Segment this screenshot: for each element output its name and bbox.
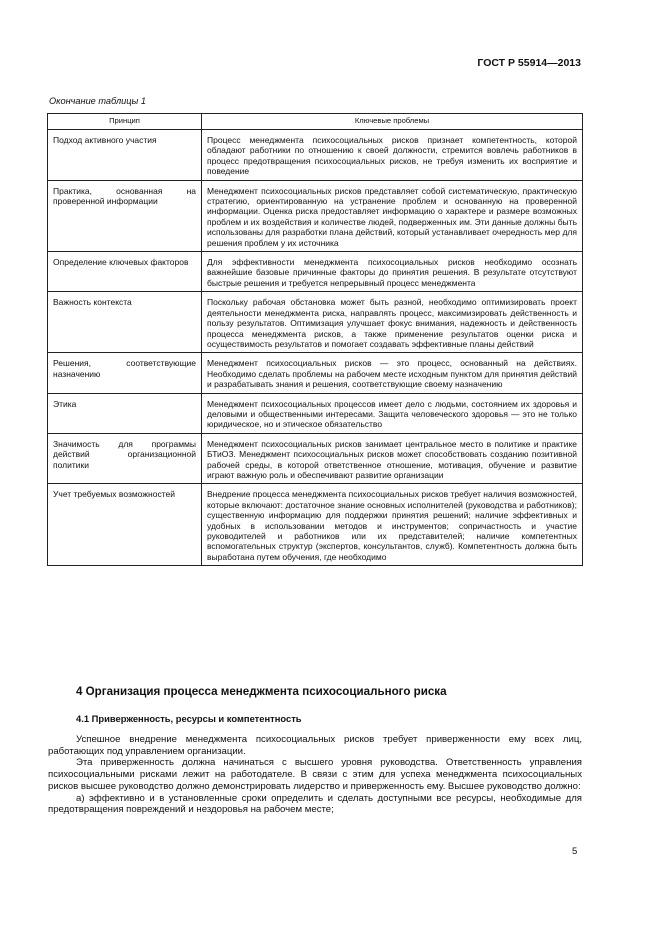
issues-cell: Менеджмент психосоциальных процессов имеет дело с людьми, состоянием их здоровья и деловыми и общественными интересами. Защита человеческого здоровья — это не только юридическое, но и этическое обязательство [202, 393, 583, 433]
principle-cell: Важность контекста [48, 292, 202, 353]
issues-cell: Поскольку рабочая обстановка может быть разной, необходимо оптимизировать проект деятельности менеджмента риска, направлять процесс, максимизировать действенность и пользу результатов. Оптимизация улучшает фокус внимания, надежность и действенность процесса менеджмента рисков, а также применение результатов оценки риска и осуществимость результатов и помогает создавать эффективные планы действий [202, 292, 583, 353]
table-row [48, 484, 583, 566]
document-header-standard-id: ГОСТ Р 55914—2013 [477, 57, 581, 69]
table-header-row [48, 114, 583, 130]
principles-table [47, 113, 583, 566]
principle-cell: Подход активного участия [48, 130, 202, 181]
page-number: 5 [572, 846, 578, 857]
issues-cell: Внедрение процесса менеджмента психосоциальных рисков требует наличия возможностей, которые включают: достаточное знание основных исполнителей (руководства и работников); существенную информацию для поддержки принятия решений; наличие эффективных и удобных в использовании методов и инструментов; сопричастность и участие руководителей и работников или их представителей; наличие компетентных вспомогательных структур (экспертов, консультантов, служб). Компетентность должна быть выработана путем обучения, где необходимо [202, 484, 583, 566]
paragraph: Эта приверженность должна начинаться с высшего уровня руководства. Ответственность управления психосоциальными рисками лежит на работодателе. В связи с этим для успеха менеджмента психосоциальных рисков высшее руководство должно демонстрировать лидерство и приверженность ему. Высшее руководство должно: [48, 757, 582, 792]
section-body [48, 734, 582, 816]
section-title: 4 Организация процесса менеджмента психосоциального риска [76, 685, 447, 698]
table-row [48, 252, 583, 292]
issues-cell: Для эффективности менеджмента психосоциальных рисков необходимо осознать важнейшие базовые причинные факторы до принятия решения. В результате отсутствуют быстрые решения и требуется непрерывный процесс менеджмента [202, 252, 583, 292]
principle-cell: Решения, соответствующие назначению [48, 353, 202, 393]
issues-cell: Процесс менеджмента психосоциальных рисков признает компетентность, которой обладают работники по отношению к своей должности, стремится вовлечь работников в процесс предотвращения психосоциальных рисков, не требуя изменить их восприятие и поведение [202, 130, 583, 181]
table-row [48, 353, 583, 393]
principle-cell: Этика [48, 393, 202, 433]
paragraph: Успешное внедрение менеджмента психосоциальных рисков требует приверженности ему всех лиц, работающих под управлением организации. [48, 734, 582, 757]
subsection-title: 4.1 Приверженность, ресурсы и компетентность [76, 713, 302, 724]
issues-cell: Менеджмент психосоциальных рисков — это процесс, основанный на действиях. Необходимо сделать проблемы на рабочем месте исходным пунктом для принятия действий и разрабатывать знания и решения, соответствующие своему назначению [202, 353, 583, 393]
principle-cell: Значимость для программы действий организационной политики [48, 433, 202, 484]
table-row [48, 130, 583, 181]
issues-cell: Менеджмент психосоциальных рисков представляет собой систематическую, практическую стратегию, ориентированную на устранение проблем и основанную на проверенной информации. Оценка риска предоставляет информацию о характере и размере возможных проблем и их воздействия и количестве людей, подверженных им. Эти данные должны быть использованы для разработки плана действий, который устанавливает очередность мер для решения проблем у их источника [202, 180, 583, 251]
paragraph: а) эффективно и в установленные сроки определить и сделать доступными все ресурсы, необходимые для предотвращения повреждений и нездоровья на рабочем месте; [48, 792, 582, 816]
issues-cell: Менеджмент психосоциальных рисков занимает центральное место в политике и практике БТиОЗ. Менеджмент психосоциальных рисков может способствовать созданию позитивной рабочей среды, в которой ответственное отношение, мотивация, обучение и развитие играют важную роль и обеспечивают развитие организации [202, 433, 583, 484]
table-row [48, 433, 583, 484]
column-header-key-issues: Ключевые проблемы [202, 114, 583, 130]
principle-cell: Практика, основанная на проверенной информации [48, 180, 202, 251]
principle-cell: Учет требуемых возможностей [48, 484, 202, 566]
principle-cell: Определение ключевых факторов [48, 252, 202, 292]
table-row [48, 393, 583, 433]
table-caption: Окончание таблицы 1 [49, 96, 146, 106]
table-row [48, 292, 583, 353]
column-header-principle: Принцип [48, 114, 202, 130]
table-row [48, 180, 583, 251]
